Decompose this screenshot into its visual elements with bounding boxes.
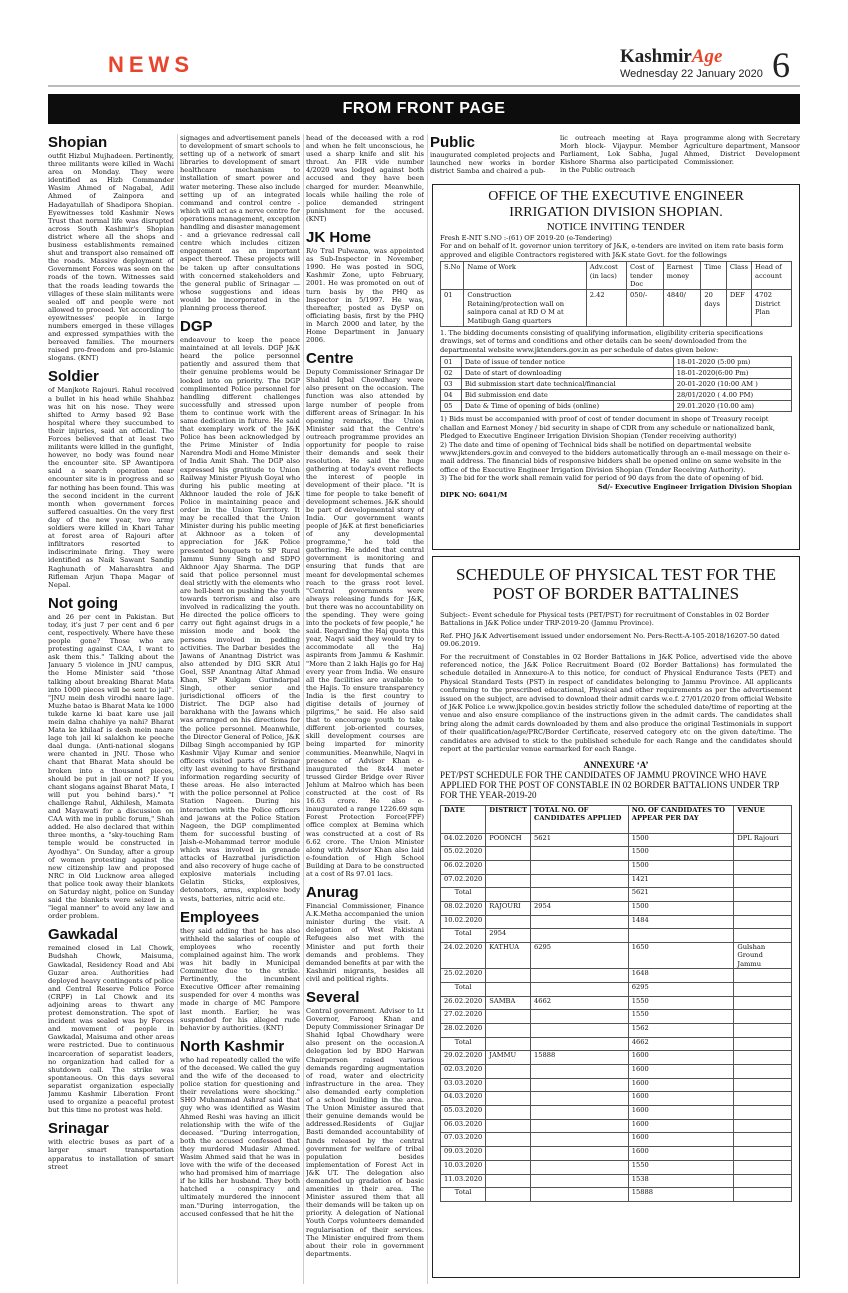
schedule-cell bbox=[486, 888, 531, 902]
schedule-row bbox=[441, 1147, 792, 1161]
schedule-row bbox=[441, 915, 792, 929]
schedule-row bbox=[441, 888, 792, 902]
date-cell: 05 bbox=[441, 401, 462, 412]
article-heading: Shopian bbox=[48, 134, 108, 151]
schedule-cell: 28.02.2020 bbox=[441, 1023, 486, 1037]
schedule-cell bbox=[734, 1092, 792, 1106]
schedule-cell: Gulshan Ground Jammu bbox=[734, 943, 792, 969]
schedule-row bbox=[441, 833, 792, 847]
article-heading: Several bbox=[306, 989, 360, 1006]
column-divider bbox=[303, 134, 304, 1284]
schedule-cell: 1600 bbox=[628, 1133, 734, 1147]
schedule-cell bbox=[734, 1119, 792, 1133]
schedule-cell bbox=[734, 929, 792, 943]
schedule-cell bbox=[734, 1174, 792, 1188]
article-heading: Gawkadal bbox=[48, 926, 119, 944]
tender-header-cell: S.No bbox=[441, 262, 464, 290]
schedule-cell bbox=[486, 1037, 531, 1051]
schedule-cell: 10.03.2020 bbox=[441, 1160, 486, 1174]
schedule-cell bbox=[734, 1010, 792, 1024]
schedule-row bbox=[441, 1174, 792, 1188]
schedule-row bbox=[441, 1065, 792, 1079]
schedule-cell: 04.02.2020 bbox=[441, 833, 486, 847]
schedule-cell bbox=[531, 860, 629, 874]
tender-cell: DEF bbox=[726, 290, 751, 327]
schedule-cell bbox=[531, 1119, 629, 1133]
schedule-cell: RAJOURI bbox=[486, 901, 531, 915]
schedule-row bbox=[441, 1051, 792, 1065]
tender-header-cell: Head of account bbox=[752, 262, 792, 290]
schedule-cell: 24.02.2020 bbox=[441, 943, 486, 969]
tender-nit: Fresh E-NIT S.NO :-(61) OF 2019-20 (e-Tendering) bbox=[440, 234, 613, 242]
schedule-cell: Total bbox=[441, 888, 486, 902]
schedule-row bbox=[441, 996, 792, 1010]
schedule-cell: POONCH bbox=[486, 833, 531, 847]
schedule-cell bbox=[628, 929, 734, 943]
schedule-table bbox=[440, 805, 792, 1202]
tender-header-cell: Adv.cost (in lacs) bbox=[586, 262, 626, 290]
schedule-cell bbox=[486, 1023, 531, 1037]
schedule-cell bbox=[531, 874, 629, 888]
article-heading: Public bbox=[430, 134, 476, 151]
schedule-cell: 6295 bbox=[628, 982, 734, 996]
annexure-subtitle: PET/PST SCHEDULE FOR THE CANDIDATES OF JAMMU PROVINCE WHO HAVE APPLIED FOR THE POST OF CONSTABLE IN 02 BORDER BATTALIONS UNDER TRP FOR THE YEAR-2019-20 bbox=[440, 769, 780, 800]
article-heading: Not going bbox=[48, 594, 118, 612]
schedule-cell: 1648 bbox=[628, 969, 734, 983]
schedule-cell: 5621 bbox=[628, 888, 734, 902]
schedule-cell bbox=[734, 847, 792, 861]
schedule-cell bbox=[486, 969, 531, 983]
schedule-cell: KATHUA bbox=[486, 943, 531, 969]
schedule-cell: 1550 bbox=[628, 1160, 734, 1174]
schedule-cell: 06.03.2020 bbox=[441, 1119, 486, 1133]
issue-date: Wednesday 22 January 2020 bbox=[620, 68, 763, 80]
date-cell: 04 bbox=[441, 390, 462, 401]
brand-main: Kashmir bbox=[620, 46, 692, 67]
article-text: outfit Hizbul Mujhadeen. Pertinently, three militants were killed in Wachi area on Monday. They were identified as Hizb Commander Wasim Ahmed of Nagabal, Adil Ahmed of Zainpora and Hadayatullah of Shadipora Shopian. Eyewitnesses told Kashmir News Trust that normal life was disrupted across South Kashmir's Shopian district where all the shops and business establishments remained shut and transport also remained off the roads. Massive deployment of Government Forces was seen on the roads of the town. Witnesses said that the roads leading towards the villages of these slain militants were sealed off and people were not allowed to proceed. Yet according to eyewitnesses' people in large numbers emerged in these villages and expressed sympathies with the bereaved families. The mourners raised pro-freedom and pro-Islamic slogans. (KNT) bbox=[48, 152, 174, 363]
schedule-cell bbox=[531, 915, 629, 929]
tender-notice bbox=[432, 184, 800, 550]
article-heading: Srinagar bbox=[48, 1120, 109, 1138]
schedule-row bbox=[441, 1023, 792, 1037]
schedule-cell bbox=[486, 1188, 531, 1202]
article-text: signages and advertisement panels to development of smart schools to setting up of a network of smart libraries to development of smart healthcare mechanism to installation of smart power and water metering. These also include setting up of an integrated command and control centre - which will act as a nerve centre for operations management, exception handling and disaster management - and a grievance redressal call centre which includes citizen engagement as an important aspect thereof. These projects will be taken up after consultations with concerned stakeholders and the general public of Srinagar — whose suggestions and ideas would be incorporated in the planning process thereof. bbox=[180, 134, 300, 312]
schedule-cell bbox=[531, 929, 629, 943]
date-cell: Bid submission end date bbox=[461, 390, 673, 401]
section-title: NEWS bbox=[108, 52, 194, 77]
schedule-cell: Total bbox=[441, 1188, 486, 1202]
schedule-row bbox=[441, 860, 792, 874]
article-text: lic outreach meeting at Raya Morh block- Vijaypur. Member Parliament, Lok Sabha, Jugal Kishore Sharma also participated in the Public outreach bbox=[560, 134, 678, 175]
schedule-row bbox=[441, 943, 792, 969]
tender-header-cell: Time bbox=[701, 262, 727, 290]
tender-dipk: DIPK NO: 6041/M bbox=[440, 490, 508, 499]
schedule-cell bbox=[486, 1092, 531, 1106]
tender-note: 3) The bid for the work shall remain valid for period of 90 days from the date of opening of bid. bbox=[440, 474, 764, 483]
schedule-cell: 1600 bbox=[628, 1119, 734, 1133]
schedule-cell: 05.02.2020 bbox=[441, 847, 486, 861]
schedule-cell bbox=[486, 1119, 531, 1133]
schedule-cell: 04.03.2020 bbox=[441, 1092, 486, 1106]
article-heading: Anurag bbox=[306, 884, 359, 902]
schedule-cell bbox=[486, 1106, 531, 1120]
tender-header-cell: Earnest money bbox=[663, 262, 701, 290]
article-heading: JK Home bbox=[306, 229, 372, 247]
schedule-row bbox=[441, 1160, 792, 1174]
tender-header-cell: Cost of tender Doc bbox=[627, 262, 664, 290]
schedule-cell bbox=[734, 901, 792, 915]
schedule-cell bbox=[734, 860, 792, 874]
schedule-cell bbox=[531, 1174, 629, 1188]
header-rule bbox=[48, 85, 800, 87]
schedule-cell bbox=[486, 982, 531, 996]
schedule-row bbox=[441, 874, 792, 888]
schedule-cell: SAMBA bbox=[486, 996, 531, 1010]
schedule-cell: 1600 bbox=[628, 1106, 734, 1120]
schedule-cell bbox=[734, 1051, 792, 1065]
schedule-cell: 1600 bbox=[628, 1051, 734, 1065]
schedule-cell: 1550 bbox=[628, 1010, 734, 1024]
schedule-cell bbox=[486, 1147, 531, 1161]
date-cell: 18-01-2020(6:00 Pm) bbox=[673, 368, 791, 379]
schedule-cell: 07.03.2020 bbox=[441, 1133, 486, 1147]
tender-cell: Construction Retaining/protection wall on sainpora canal at RD O M at Matibugh Gang quarters bbox=[464, 290, 586, 327]
page-number: 6 bbox=[772, 45, 790, 85]
article-text: Deputy Commissioner Srinagar Dr Shahid Iqbal Chowdhary were also present on the occasion. The function was also attended by large number of people from different areas of Srinagar. In his opening remarks, the Union Minister said that the Centre's outreach programme provides an opportunity for people to raise their demands and seek their resolution. He said the huge gathering at today's event reflects the interest of people in development of their place. "It is time for people to take benefit of development schemes. J&K should be part of developmental story of India. Our government wants people of J&K at first beneficiaries of any developmental programme," he told the gathering. He added that central government is monitoring and ensuring that funds that are meant for developmental schemes reach to the grass root level. "Central governments were always releasing funds for J&K, but there was no accountability on the spending. They were going into the pockets of few people," he said. Regarding the Haj quota this year, Naqvi said they would try to accommodate all the Haj aspirants from Jammu & Kashmir. "More than 2 lakh Hajis go for Haj every year from India. We ensure all the facilities are available to the Hajis. To ensure transparency India is the first country to digitise details of journey of pilgrims," he said. He also said that to encourage youth to take different job-oriented courses, skill development courses are being imparted for minority communities. Meanwhile, Naqvi in presence of Advisor Khan e-inaugurated the 8x44 meter trussed Girder Bridge over River Jehlum at Malroo which has been constructed at the cost of Rs 16.63 crore. He also e-inaugurated a range 1226.69 sqm Forest Protection Force(FPF) office complex at Bemina which was constructed at a cost of Rs 6.62 crore. The Union Minister along with Advisor Khan also laid e-foundation of High School Building at Dara to be constructed at a cost of Rs 97.01 lacs. bbox=[306, 368, 424, 878]
tender-table bbox=[440, 261, 792, 327]
schedule-cell: 2954 bbox=[531, 901, 629, 915]
column-2 bbox=[180, 134, 300, 1289]
schedule-cell bbox=[531, 847, 629, 861]
schedule-cell: 1600 bbox=[628, 1078, 734, 1092]
schedule-cell: 1600 bbox=[628, 1092, 734, 1106]
schedule-cell: 1650 bbox=[628, 943, 734, 969]
schedule-cell: 03.03.2020 bbox=[441, 1078, 486, 1092]
article-text: inaugurated completed projects and launched new works in border district Samba and chaired a pub- bbox=[430, 151, 555, 176]
article-text: who had repeatedly called the wife of the deceased. We called the guy and the wife of the deceased to police station for questioning and their revelations were shocking." SHO Muhammad Ashraf said that guy who was identified as Wasim Ahmed Reshi was having an illicit relationship with the wife of the deceased. "During interrogation, both the accused confessed that they murdered Mudasir Ahmed. Wasim Ahmed said that he was in love with the wife of the deceased who had promised him of marriage if he kills her husband. They both hatched a conspiracy and ultimately murdered the innocent man."During interrogation, the accused confessed that he hit the bbox=[180, 1055, 300, 1218]
schedule-subject: Subject:- Event schedule for Physical tests (PET/PST) for recruitment of Constables in 02 Border Battalions in J&K Police under TRP-2019-20 (Jammu Province). bbox=[440, 611, 769, 628]
tender-cell: 01 bbox=[441, 290, 464, 327]
schedule-row bbox=[441, 1106, 792, 1120]
date-row bbox=[441, 401, 792, 412]
article-text: head of the deceased with a rod and when he felt unconscious, he used a sharp knife and slit his throat. An FIR vide number 4/2020 was lodged against both accused and they have been charged for murder. Meanwhile, locals while hailing the role of police demanded stringent punishment for the accused. (KNT) bbox=[306, 134, 424, 223]
schedule-cell: 1500 bbox=[628, 860, 734, 874]
schedule-cell bbox=[734, 915, 792, 929]
article-text: programme along with Secretary Agriculture department, Mansoor Ahmed, District Development Commissioner. bbox=[684, 134, 800, 167]
schedule-cell: 1550 bbox=[628, 996, 734, 1010]
column-divider bbox=[427, 134, 428, 1284]
tender-cell: 4702 District Plan bbox=[752, 290, 792, 327]
article-text: remained closed in Lal Chowk, Budshah Chowk, Maisuma, Gawkadal, Residency Road and Abi Guzar area. Authorities had deployed heavy contingents of police and Central Reserve Police Force (CRPF) in Lal Chowk and its adjoining areas to thwart any protest demonstration. The spot of incident was sealed was by Forces and movement of people in Gawkadal, Maisuma and other areas were restricted. Due to continuous incarceration of separatist leaders, no organization had called for a shutdown call. The strike was spontaneous. On this days several separatist organization especially Jammu Kashmir Liberation Front used to organize a peaceful protest but this time no protest was held. bbox=[48, 944, 174, 1115]
date-row bbox=[441, 368, 792, 379]
schedule-cell: 05.03.2020 bbox=[441, 1106, 486, 1120]
schedule-cell bbox=[531, 982, 629, 996]
schedule-title: SCHEDULE OF PHYSICAL TEST FOR THE POST OF BORDER BATTALINES bbox=[455, 565, 777, 603]
schedule-body: For the recruitment of Constables in 02 Border Battalions in J&K Police, advertised vide the above referenced notice, the J&K Police Recruitment Board (02 Border Battalions) has formulated the schedule detailed in Annexure-A to this notice, for conduct of Physical Endurance Tests (PET) and Physical Standard Tests (PST) in respect of candidates belonging to Jammu Province. All applicants conforming to the prescribed educational, Physical and other requirements as per the advertisement issued on the subject, are advised to download their admit cards w.e.f. 27/01/2020 from official Website of J&K Police i.e www.jkpolice.gov.in besides strictly follow the scheduled date/time of reporting at the venue and also ensure compliance of the instructions given in the admit cards. The candidates shall bring along the admit cards downloaded by them and also produce the original Testimonials in support of their qualification/age/PRC/Border Certificate, reserved category etc on the given date/time. The candidates are advised to stick to the published schedule for each Range and the candidates should report at the particular venue earmarked for each Range. bbox=[440, 652, 792, 754]
article-text: and 26 per cent in Pakistan. But today, it's just 7 per cent and 6 per cent, respectively. Where have these people gone? Those who are protesting against CAA, I want to ask them this." Talking about the January 5 violence in JNU campus, the Home Minister said "those talking about breaking Bharat Mata into 1000 pieces will be sent to jail". "JNU mein desh virodhi naare lage. Muzhe batao is Bharat Mata ke 1000 tukde karne ki baat kare use jail mein dalna chahiye ya nahi? Bharat Mata ke khilaaf is desh mein naare lage toh jail ki salakhon ke peeche daal dunga. (Anti-national slogans were chanted in JNU. Those who chant that Bharat Mata should be broken into a thousand pieces, should be put in jail or not? If you chant slogans against Bharat Mata, I will put you behind bars)." "I challenge Rahul, Akhilesh, Mamata and Mayawati for a discussion on CAA with me in public forum," Shah added. He also declared that within three months, a "sky-touching Ram temple would be constructed in Ayodhya". On Sunday, after a group of women protesting against the new citizenship law and proposed NRC in Old Lucknow area alleged that police took away their blankets on Saturday night, police on Sunday said the blankets were seized in a "legal manner" to avoid any law and order problem. bbox=[48, 612, 174, 921]
article-heading: North Kashmir bbox=[180, 1037, 285, 1055]
schedule-cell: 09.03.2020 bbox=[441, 1147, 486, 1161]
schedule-cell: 1600 bbox=[628, 1147, 734, 1161]
tender-intro: For and on behalf of lt. governor union territory of J&K, e-tenders are invited on item rate basis form approved and eligible Contractors registered with J&K state Govt. for the followings bbox=[440, 242, 784, 259]
date-cell: 20-01-2020 (10:00 AM ) bbox=[673, 379, 791, 390]
schedule-cell bbox=[734, 969, 792, 983]
schedule-row bbox=[441, 1188, 792, 1202]
schedule-cell bbox=[486, 860, 531, 874]
schedule-cell bbox=[531, 1133, 629, 1147]
date-cell: 01 bbox=[441, 357, 462, 368]
schedule-cell bbox=[734, 1133, 792, 1147]
schedule-cell bbox=[734, 1078, 792, 1092]
schedule-cell bbox=[531, 1023, 629, 1037]
schedule-cell bbox=[486, 1160, 531, 1174]
article-text: with electric buses as part of a larger smart transportation apparatus to installation of smart street bbox=[48, 1138, 174, 1171]
schedule-row bbox=[441, 1133, 792, 1147]
article-heading: Centre bbox=[306, 350, 354, 368]
article-heading: Soldier bbox=[48, 368, 99, 386]
masthead-logo bbox=[620, 46, 722, 68]
schedule-cell bbox=[734, 1065, 792, 1079]
schedule-row bbox=[441, 1078, 792, 1092]
schedule-row bbox=[441, 901, 792, 915]
schedule-header-cell: TOTAL NO. OF CANDIDATES APPLIED bbox=[531, 805, 629, 833]
schedule-row bbox=[441, 1119, 792, 1133]
date-cell: 02 bbox=[441, 368, 462, 379]
tender-title-3: NOTICE INVITING TENDER bbox=[546, 221, 686, 233]
schedule-row bbox=[441, 929, 792, 943]
schedule-cell: 11.03.2020 bbox=[441, 1174, 486, 1188]
schedule-cell: 6295 bbox=[531, 943, 629, 969]
schedule-cell bbox=[734, 1147, 792, 1161]
article-heading: DGP bbox=[180, 318, 213, 336]
schedule-cell: 1421 bbox=[628, 874, 734, 888]
schedule-cell: 25.02.2020 bbox=[441, 969, 486, 983]
tender-header-cell: Class bbox=[726, 262, 751, 290]
schedule-cell: 1562 bbox=[628, 1023, 734, 1037]
schedule-cell: 1484 bbox=[628, 915, 734, 929]
column-divider bbox=[177, 134, 178, 1284]
article-text: of Manjkote Rajouri. Rahul received a bullet in his head while Shahbaz was hit on his nose. They were shifted to Army based 92 Base hospital where they succumbed to their injuries, said an official. The Forces believed that at least two militants were killed in the gunfight, however, no body was found near the encounter site. SP Awantipora said a search operation near encounter site is in progress and so far nothing has been found. This was the second incident in the current month when government forces suffered casualties. On the very first day of the new year, two army soldiers were killed in Khari Tahar at forest area of Rajouri after infiltrators resorted to indiscriminate firing. They were identified as Naik Sawant Sandip Raghunath of Maharashtra and Rifleman Arjun Thapa Magar of Nepal. bbox=[48, 386, 174, 589]
schedule-row bbox=[441, 847, 792, 861]
schedule-header-cell: DISTRICT bbox=[486, 805, 531, 833]
schedule-cell: 2954 bbox=[486, 929, 531, 943]
schedule-cell: 10.02.2020 bbox=[441, 915, 486, 929]
schedule-cell: 08.02.2020 bbox=[441, 901, 486, 915]
schedule-cell: Total bbox=[441, 1037, 486, 1051]
schedule-ref: Ref. PHQ J&K Advertisement issued under endorsement No. Pers-Rectt-A-105-2018/16207-50 dated 09.06.2019. bbox=[440, 631, 780, 649]
schedule-cell bbox=[486, 847, 531, 861]
date-cell: 03 bbox=[441, 379, 462, 390]
article-heading: Employees bbox=[180, 908, 260, 926]
schedule-cell: 06.02.2020 bbox=[441, 860, 486, 874]
date-row bbox=[441, 379, 792, 390]
article-text: Central government. Advisor to Lt Governor, Farooq Khan and Deputy Commissioner Srinagar Dr Shahid Iqbal Chowdhary were also present on the occasion.A delegation led by BDO Harwan Chairperson raised various demands regarding augmentation of road, water and electricity infrastructure in the area. They also demanded early completion of a school building in the area. The Union Minister assured that their genuine demands would be addressed.Residents of Gujjar Basti demanded accountability of funds released by the central government for welfare of tribal population besides implementation of Forest Act in J&K UT. The delegation also demanded up gradation of basic amenities in their area. The Minister assured them that all their demands will be taken up on priority. A delegation of National Youth Corps volunteers demanded regularisation of their services. The Minister enquired from them about their role in government departments. bbox=[306, 1007, 424, 1258]
date-cell: Date & Time of opening of bids (online) bbox=[461, 401, 673, 412]
schedule-row bbox=[441, 1010, 792, 1024]
schedule-cell: DPL Rajouri bbox=[734, 833, 792, 847]
schedule-cell bbox=[734, 1023, 792, 1037]
schedule-cell bbox=[531, 1092, 629, 1106]
schedule-cell: 4662 bbox=[628, 1037, 734, 1051]
schedule-cell: 5621 bbox=[531, 833, 629, 847]
schedule-cell bbox=[531, 969, 629, 983]
schedule-cell: 26.02.2020 bbox=[441, 996, 486, 1010]
tender-cell: 2.42 bbox=[586, 290, 626, 327]
schedule-cell: 1538 bbox=[628, 1174, 734, 1188]
schedule-cell bbox=[486, 1010, 531, 1024]
tender-dates-table bbox=[440, 356, 792, 412]
schedule-cell bbox=[531, 888, 629, 902]
schedule-header-row bbox=[441, 805, 792, 833]
schedule-cell bbox=[531, 1010, 629, 1024]
schedule-cell bbox=[734, 982, 792, 996]
schedule-cell bbox=[486, 915, 531, 929]
article-text: endeavour to keep the peace maintained at all levels. DGP J&K heard the police personnel patiently and assured them that their genuine problems would be looked into on priority. The DGP complimented Police personnel for handling different challenges successfully and stressed upon them to continue work with the same dedication in future. He said that exemplary work of the J&K Police has been acknowledged by the Prime Minister of India Narendra Modi and Home Minister of India Amit Shah. The DGP also expressed his gratitude to Union Railway Minister Piyush Goyal who during his public meeting at Akhnoor lauded the role of J&K Police in maintaining peace and order in the Union Territory. It may be recalled that the Union Minister during his public meeting at Akhnoor as a token of appreciation for J&K Police presented bouquets to SP Rural Jammu Sunny Singh and SDPO Akhnoor Ajay Sharma. The DGP said that police personnel must deal strictly with the elements who are hell-bent on pushing the youth towards terrorism and also are involved in radicalizing the youth. He directed the police officers to carry out fight against drugs in a mission mode and book the persons involved in peddling activities. The Darbar besides the Jawans of Anantnag District was also attended by DIG SKR Atul Goel, SSP Anantnag Altaf Ahmad Khan, SP Kulgam Gurindarpal Singh, other senior and jurisdictional officers of the District. The DGP also had barakhana with the Jawans which was arranged on his directions for the police personnel. Meanwhile, the Director General of Police, J&K Dilbag Singh accompanied by IGP Kashmir Vijay Kumar and senior officers visited parts of Srinagar city last evening to have firsthand information regarding security of these areas. He also interacted with the police personnel at Police Station Nageen. During his interaction with the Police officers and jawans at the Police Station Nageen, the DGP complimented them for successful busting of Jaish-e-Mohammad terror module which was involved in grenade attacks of Hazratbal jurisdiction and also recovery of huge cache of explosive materials including Gelatin Sticks, explosives, detonators, arms, explosive body vests, batteries, nitric acid etc. bbox=[180, 336, 300, 903]
schedule-cell bbox=[734, 1188, 792, 1202]
annexure-title: ANNEXURE ‘A’ bbox=[583, 759, 649, 770]
tender-signature: Sd/- Executive Engineer Irrigation Division Shopian bbox=[597, 482, 792, 491]
schedule-cell bbox=[486, 874, 531, 888]
schedule-cell bbox=[486, 1174, 531, 1188]
schedule-row bbox=[441, 1037, 792, 1051]
tender-cell: 4840/ bbox=[663, 290, 701, 327]
schedule-cell: 4662 bbox=[531, 996, 629, 1010]
date-cell: 28/01/2020 ( 4.00 PM) bbox=[673, 390, 791, 401]
schedule-header-cell: DATE bbox=[441, 805, 486, 833]
schedule-cell: 15888 bbox=[531, 1051, 629, 1065]
schedule-cell: Total bbox=[441, 929, 486, 943]
schedule-cell: 27.02.2020 bbox=[441, 1010, 486, 1024]
tender-note: 2) The date and time of opening of Technical bids shall be notified on departmental website www.jktenders.gov.in and conveyed to the bidders automatically through an e-mail message on their e-mail address. The financial bids of responsive bidders shall be opened online on same website in the office of the Executive Engineer Irrigation Division Shopian (Tender Receiving Authority). bbox=[440, 440, 791, 474]
tender-cell: 050/- bbox=[627, 290, 664, 327]
column-3 bbox=[306, 134, 424, 1289]
schedule-cell bbox=[531, 1065, 629, 1079]
article-text: Financial Commissioner, Finance A.K.Metha accompanied the union minister during the visit. A delegation of West Pakistani Refugees also met with the Minister and put forth their demands and problems. They demanded benefits at par with the Kashmiri migrants, besides all civil and political rights. bbox=[306, 902, 424, 983]
date-cell: Date of start of downloading bbox=[461, 368, 673, 379]
schedule-cell: 07.02.2020 bbox=[441, 874, 486, 888]
schedule-cell: 29.02.2020 bbox=[441, 1051, 486, 1065]
schedule-cell bbox=[531, 1188, 629, 1202]
article-text: R/o Tral Pulwama, was appointed as Sub-Inspector in November, 1990. He was posted in SOG, Kashmir Zone, upto February, 2001. He was promoted on out of turn basis by the PHQ as Inspector in 5/1997. He was, thereafter, posted as DySP on officiating basis, first by the PHQ in March 2000 and later, by the Home Department in January 2006. bbox=[306, 247, 424, 345]
schedule-cell bbox=[531, 1078, 629, 1092]
schedule-cell: 1600 bbox=[628, 1065, 734, 1079]
schedule-cell: 1500 bbox=[628, 901, 734, 915]
schedule-cell bbox=[734, 1160, 792, 1174]
schedule-header-cell: VENUE bbox=[734, 805, 792, 833]
schedule-cell: JAMMU bbox=[486, 1051, 531, 1065]
date-row bbox=[441, 357, 792, 368]
tender-note: 1. The bidding documents consisting of qualifying information, eligibility criteria specifications drawings, set of terms and conditions and other details can be seen/ downloaded from the departmental website www.jktenders.gov.in as per schedule of dates given below: bbox=[440, 329, 763, 354]
tender-title-1: OFFICE OF THE EXECUTIVE ENGINEER bbox=[488, 189, 744, 204]
schedule-cell bbox=[486, 1078, 531, 1092]
date-cell: 18-01-2020 (5:00 pm) bbox=[673, 357, 791, 368]
schedule-notice bbox=[432, 556, 800, 1278]
date-cell: Bid submission start date technical/financial bbox=[461, 379, 673, 390]
schedule-cell bbox=[734, 888, 792, 902]
schedule-cell bbox=[734, 1106, 792, 1120]
schedule-cell: 15888 bbox=[628, 1188, 734, 1202]
tender-cell: 20 days bbox=[701, 290, 727, 327]
schedule-cell: Total bbox=[441, 982, 486, 996]
brand-sub: Age bbox=[691, 46, 723, 67]
schedule-cell: 1500 bbox=[628, 847, 734, 861]
schedule-header-cell: NO. OF CANDIDATES TO APPEAR PER DAY bbox=[628, 805, 734, 833]
schedule-cell bbox=[486, 1065, 531, 1079]
tender-title-2: IRRIGATION DIVISION SHOPIAN. bbox=[509, 205, 723, 220]
schedule-cell bbox=[486, 1133, 531, 1147]
schedule-row bbox=[441, 1092, 792, 1106]
tender-header-cell: Name of Work bbox=[464, 262, 586, 290]
schedule-cell bbox=[734, 1037, 792, 1051]
schedule-row bbox=[441, 982, 792, 996]
tender-note: 1) Bids must be accompanied with proof of cost of tender document in shope of Treasury receipt challan and Earnest Money / bid security in shape of CDR from any schedule or nationalized bank, Pledged to Executive Engineer Irrigation Division Shopian (Tender receiving authority) bbox=[440, 415, 775, 441]
schedule-cell: 1500 bbox=[628, 833, 734, 847]
schedule-cell bbox=[531, 1147, 629, 1161]
schedule-row bbox=[441, 969, 792, 983]
schedule-cell bbox=[734, 996, 792, 1010]
date-cell: 29.01.2020 (10.00 am) bbox=[673, 401, 791, 412]
schedule-cell bbox=[734, 874, 792, 888]
schedule-cell bbox=[531, 1160, 629, 1174]
date-row bbox=[441, 390, 792, 401]
schedule-cell bbox=[531, 1037, 629, 1051]
section-banner: FROM FRONT PAGE bbox=[48, 94, 800, 124]
column-1 bbox=[48, 134, 174, 1289]
date-cell: Date of issue of tender notice bbox=[461, 357, 673, 368]
schedule-cell: 02.03.2020 bbox=[441, 1065, 486, 1079]
article-text: they said adding that he has also withheld the salaries of couple of employees who recently complained against him. The work was hit badly in Municipal Committee due to the strike. Pertinently, the incumbent Executive Officer after remaining suspended for over 4 months was made in charge of MC Pampore last month. Earlier, he was suspended for his alleged rude behavior by authorities. (KNT) bbox=[180, 926, 300, 1032]
schedule-cell bbox=[531, 1106, 629, 1120]
